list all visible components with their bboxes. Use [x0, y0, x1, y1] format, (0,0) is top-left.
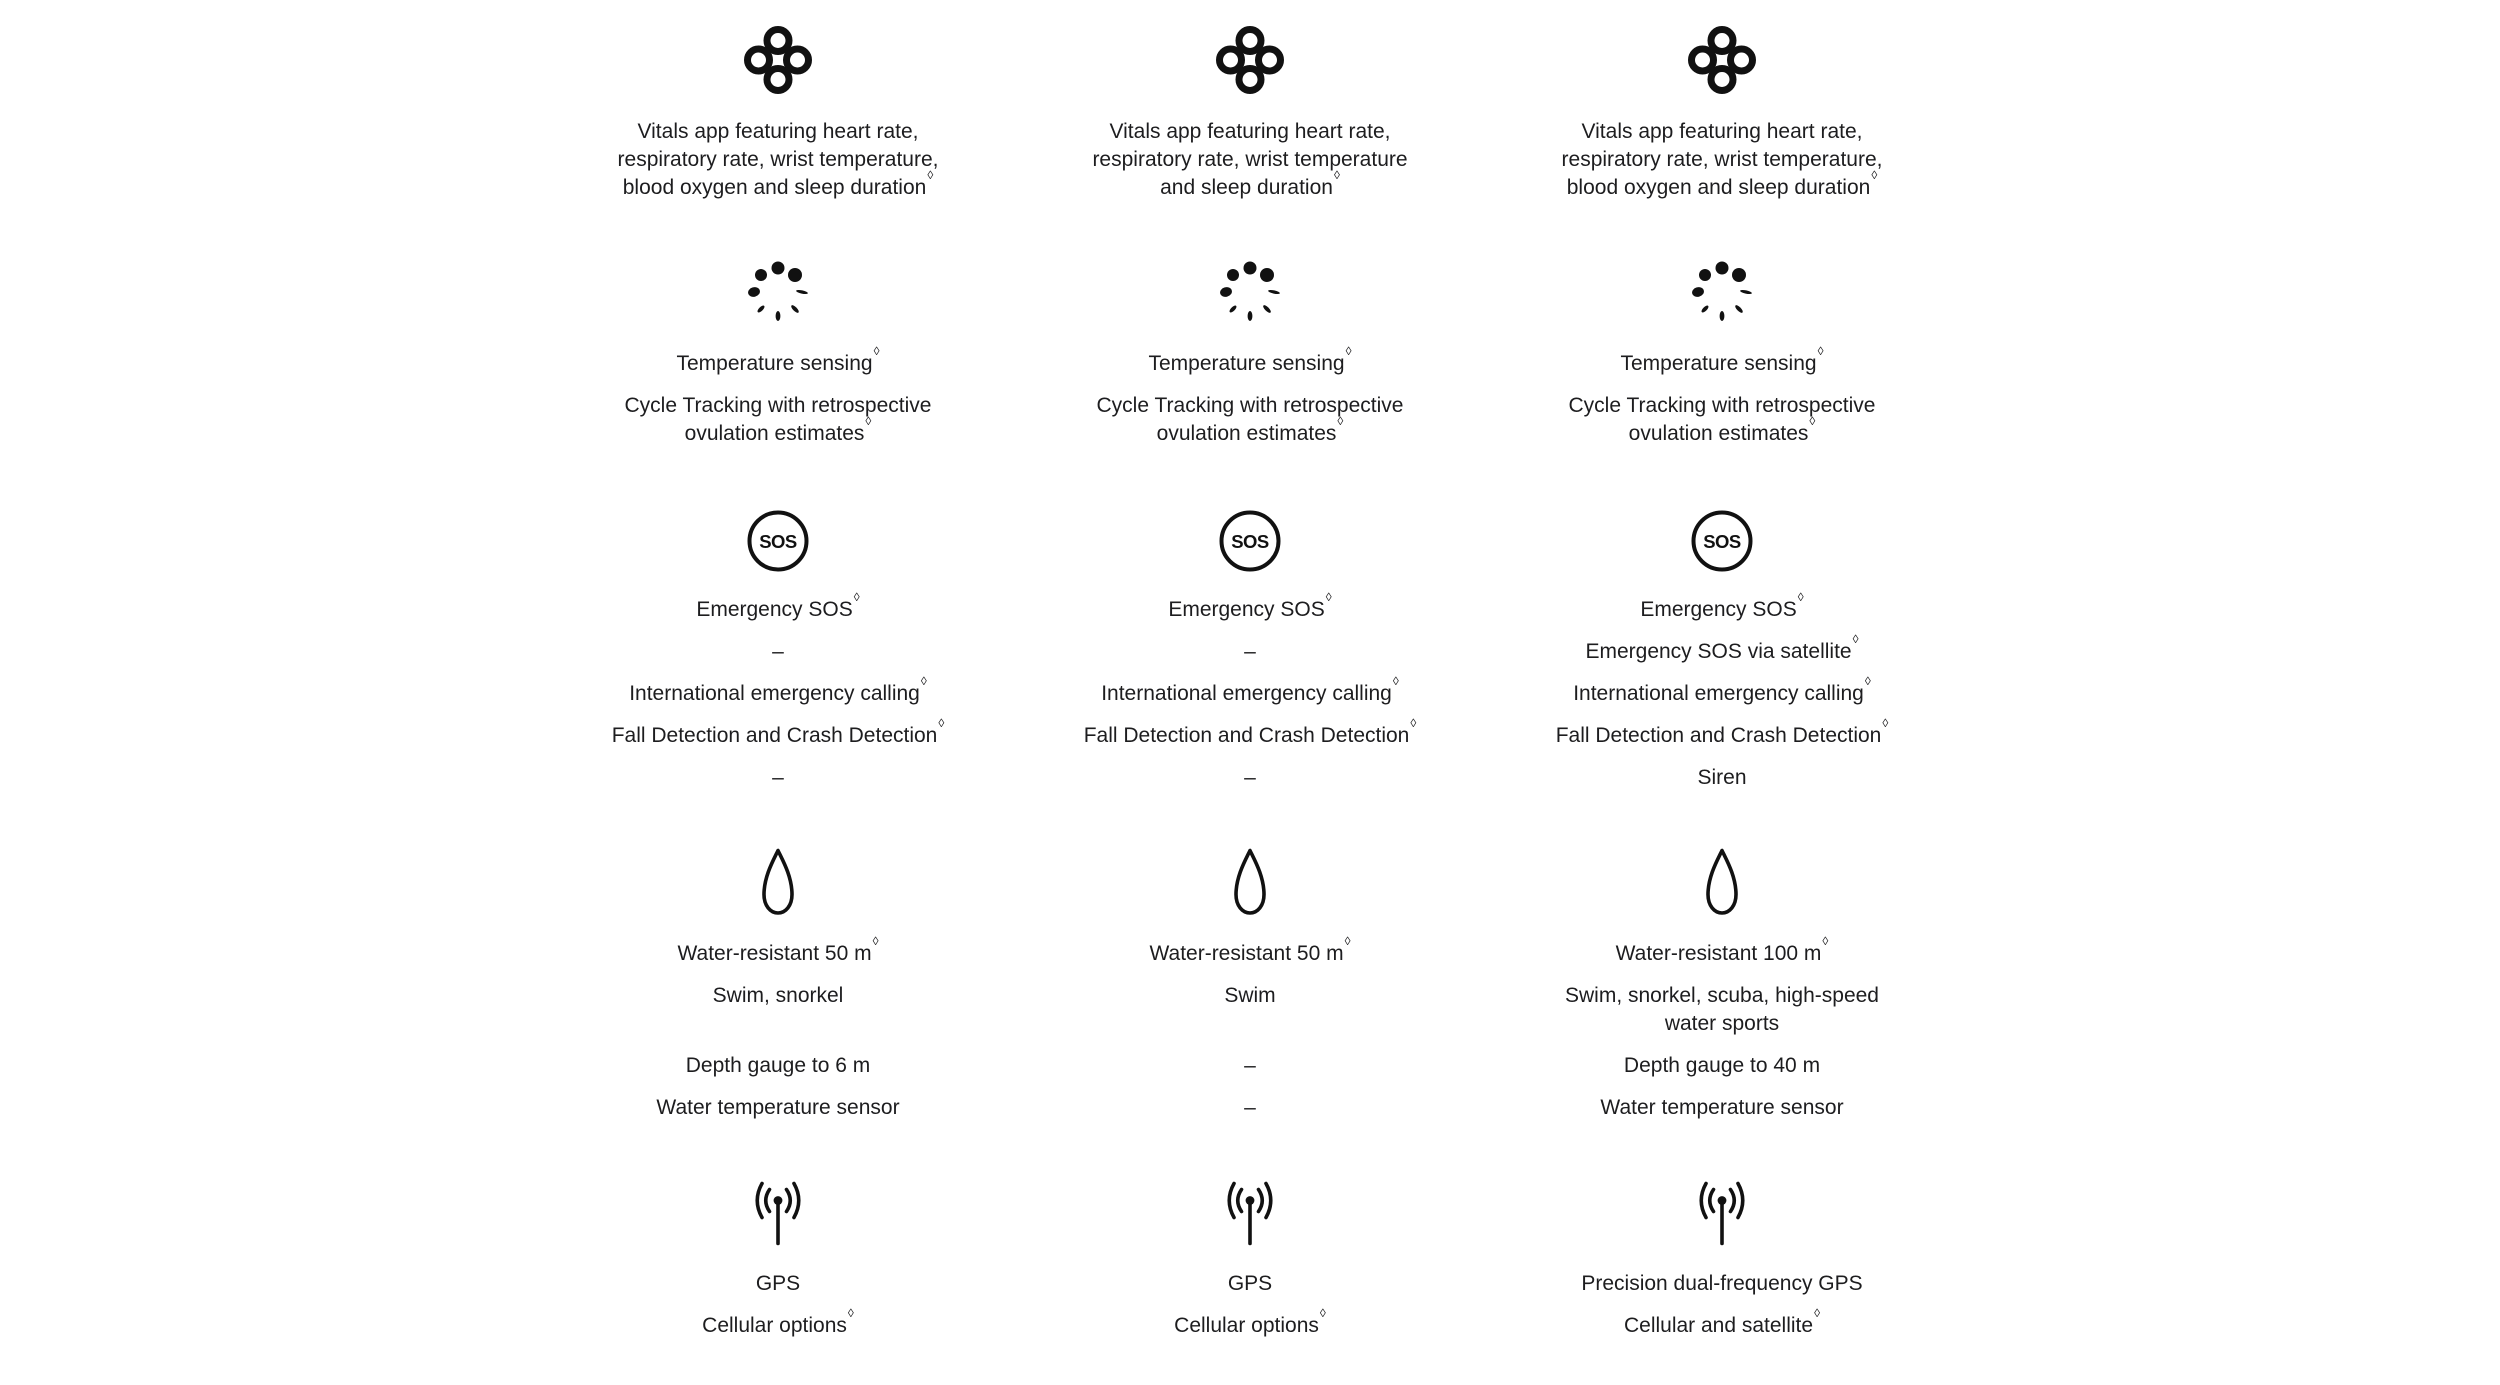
- feature-row-vitals: [542, 26, 1958, 202]
- feature-text: Precision dual-frequency GPS: [1581, 1272, 1863, 1295]
- water-cell-col3: [1486, 848, 1958, 1122]
- water-cell-col2: [1014, 848, 1486, 1122]
- feature-row-water: [542, 848, 1958, 1122]
- gps-antenna-icon: [748, 1178, 808, 1246]
- temperature-sensing-icon: [1216, 258, 1284, 326]
- temperature-cell-col3: [1486, 258, 1958, 448]
- footnote-symbol: ◊: [1797, 590, 1804, 604]
- footnote-symbol: ◊: [1410, 716, 1417, 730]
- feature-items: [1014, 344, 1486, 448]
- vitals-cell-col2: [1014, 26, 1486, 202]
- feature-row-safety: [542, 504, 1958, 792]
- water-drop-icon: [1233, 848, 1267, 916]
- feature-text: Fall Detection and Crash Detection◊: [1555, 716, 1889, 747]
- not-available-dash: –: [772, 766, 784, 789]
- safety-cell-col2: [1014, 504, 1486, 792]
- vitals-app-icon: [1216, 26, 1284, 94]
- feature-text: Cellular options◊: [1174, 1306, 1326, 1337]
- temperature-cell-col2: [1014, 258, 1486, 448]
- feature-text: Emergency SOS via satellite◊: [1585, 632, 1859, 663]
- feature-text: Depth gauge to 6 m: [685, 1054, 871, 1077]
- footnote-symbol: ◊: [865, 414, 872, 428]
- feature-items: [1486, 590, 1958, 792]
- footnote-symbol: ◊: [1814, 1306, 1821, 1320]
- not-available-dash: –: [1244, 766, 1256, 789]
- connectivity-cell-col2: [1014, 1178, 1486, 1340]
- feature-items: [542, 590, 1014, 792]
- feature-text: Emergency SOS◊: [696, 590, 860, 621]
- feature-text: GPS: [755, 1272, 801, 1295]
- water-drop-icon: [761, 848, 795, 916]
- footnote-symbol: ◊: [1392, 674, 1399, 688]
- footnote-symbol: ◊: [1333, 168, 1340, 182]
- feature-items: [1014, 934, 1486, 1122]
- feature-text: GPS: [1227, 1272, 1273, 1295]
- feature-text: International emergency calling◊: [1573, 674, 1871, 705]
- feature-items: [1486, 118, 1958, 202]
- footnote-symbol: ◊: [1809, 414, 1816, 428]
- feature-row-temperature: [542, 258, 1958, 448]
- footnote-symbol: ◊: [1864, 674, 1871, 688]
- footnote-symbol: ◊: [1325, 590, 1332, 604]
- feature-text: Siren: [1697, 766, 1747, 789]
- gps-antenna-icon: [1692, 1178, 1752, 1246]
- sos-icon: [747, 504, 809, 572]
- footnote-symbol: ◊: [847, 1306, 854, 1320]
- feature-text: Fall Detection and Crash Detection◊: [1083, 716, 1417, 747]
- safety-cell-col1: [542, 504, 1014, 792]
- feature-text: Fall Detection and Crash Detection◊: [611, 716, 945, 747]
- feature-text: Cellular options◊: [702, 1306, 854, 1337]
- connectivity-cell-col1: [542, 1178, 1014, 1340]
- sos-icon: [1219, 504, 1281, 572]
- feature-text: Cycle Tracking with retrospective ovulation estimates◊: [1096, 394, 1404, 445]
- feature-text: Vitals app featuring heart rate, respiratory rate, wrist temperature and sleep duration◊: [1092, 120, 1408, 199]
- feature-items: [1014, 118, 1486, 202]
- footnote-symbol: ◊: [1345, 344, 1352, 358]
- feature-text: International emergency calling◊: [1101, 674, 1399, 705]
- footnote-symbol: ◊: [938, 716, 945, 730]
- footnote-symbol: ◊: [1852, 632, 1859, 646]
- footnote-symbol: ◊: [1871, 168, 1878, 182]
- footnote-symbol: ◊: [853, 590, 860, 604]
- footnote-symbol: ◊: [1817, 344, 1824, 358]
- feature-items: [542, 934, 1014, 1122]
- feature-text: International emergency calling◊: [629, 674, 927, 705]
- feature-text: Water temperature sensor: [1600, 1096, 1844, 1119]
- feature-items: [542, 1270, 1014, 1340]
- temperature-cell-col1: [542, 258, 1014, 448]
- vitals-app-icon: [1688, 26, 1756, 94]
- feature-text: Temperature sensing◊: [1148, 344, 1352, 375]
- footnote-symbol: ◊: [1822, 934, 1829, 948]
- safety-cell-col3: [1486, 504, 1958, 792]
- footnote-symbol: ◊: [1344, 934, 1351, 948]
- footnote-symbol: ◊: [873, 344, 880, 358]
- feature-text: Cellular and satellite◊: [1623, 1306, 1821, 1337]
- feature-text: Swim, snorkel: [712, 984, 844, 1007]
- not-available-dash: –: [1244, 1096, 1256, 1119]
- sos-icon: [1691, 504, 1753, 572]
- feature-text: Water-resistant 50 m◊: [677, 934, 879, 965]
- feature-text: Water temperature sensor: [656, 1096, 900, 1119]
- feature-row-connectivity: [542, 1178, 1958, 1340]
- feature-items: [542, 118, 1014, 202]
- water-drop-icon: [1705, 848, 1739, 916]
- feature-comparison-grid: [542, 0, 1958, 1340]
- vitals-cell-col3: [1486, 26, 1958, 202]
- footnote-symbol: ◊: [920, 674, 927, 688]
- water-cell-col1: [542, 848, 1014, 1122]
- feature-text: Emergency SOS◊: [1640, 590, 1804, 621]
- footnote-symbol: ◊: [927, 168, 934, 182]
- feature-text: Water-resistant 50 m◊: [1149, 934, 1351, 965]
- feature-text: Temperature sensing◊: [676, 344, 880, 375]
- feature-text: Vitals app featuring heart rate, respiratory rate, wrist temperature, blood oxygen and sleep duration◊: [1561, 120, 1883, 199]
- feature-items: [1014, 590, 1486, 792]
- not-available-dash: –: [1244, 640, 1256, 663]
- gps-antenna-icon: [1220, 1178, 1280, 1246]
- feature-text: Depth gauge to 40 m: [1623, 1054, 1821, 1077]
- feature-text: Temperature sensing◊: [1620, 344, 1824, 375]
- vitals-cell-col1: [542, 26, 1014, 202]
- connectivity-cell-col3: [1486, 1178, 1958, 1340]
- footnote-symbol: ◊: [1882, 716, 1889, 730]
- feature-text: Vitals app featuring heart rate, respiratory rate, wrist temperature, blood oxygen and sleep duration◊: [617, 120, 939, 199]
- not-available-dash: –: [772, 640, 784, 663]
- footnote-symbol: ◊: [872, 934, 879, 948]
- feature-items: [542, 344, 1014, 448]
- feature-text: Swim, snorkel, scuba, high-speed water sports: [1565, 984, 1879, 1035]
- feature-items: [1486, 344, 1958, 448]
- feature-items: [1014, 1270, 1486, 1340]
- vitals-app-icon: [744, 26, 812, 94]
- feature-items: [1486, 1270, 1958, 1340]
- footnote-symbol: ◊: [1319, 1306, 1326, 1320]
- temperature-sensing-icon: [744, 258, 812, 326]
- temperature-sensing-icon: [1688, 258, 1756, 326]
- feature-text: Water-resistant 100 m◊: [1615, 934, 1829, 965]
- feature-text: Cycle Tracking with retrospective ovulation estimates◊: [1568, 394, 1876, 445]
- feature-text: Cycle Tracking with retrospective ovulation estimates◊: [624, 394, 932, 445]
- footnote-symbol: ◊: [1337, 414, 1344, 428]
- feature-text: Swim: [1224, 984, 1276, 1007]
- feature-items: [1486, 934, 1958, 1122]
- feature-text: Emergency SOS◊: [1168, 590, 1332, 621]
- not-available-dash: –: [1244, 1054, 1256, 1077]
